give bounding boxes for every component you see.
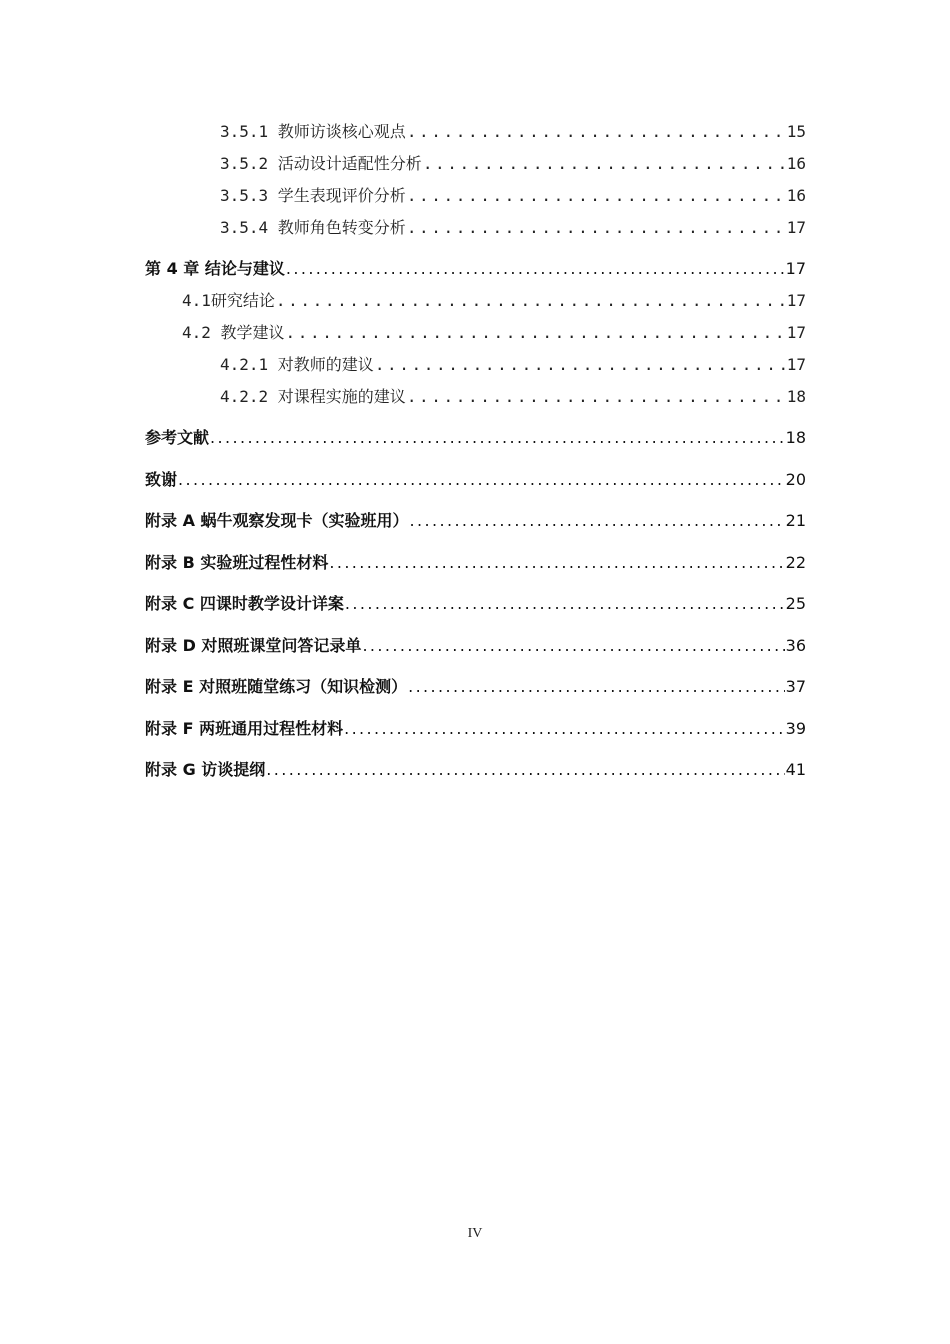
toc-entry[interactable] bbox=[145, 717, 806, 741]
toc-entry-title: 附录 A 蜗牛观察发现卡（实验班用） bbox=[145, 511, 409, 530]
toc-entry[interactable] bbox=[145, 592, 806, 616]
toc-dot-leader bbox=[375, 353, 786, 377]
toc-entry-page: 37 bbox=[785, 677, 806, 696]
toc-entry-title: 4.2.1 对教师的建议 bbox=[220, 355, 374, 374]
toc-entry-title: 第 4 章 结论与建议 bbox=[145, 259, 285, 278]
toc-entry-title: 3.5.2 活动设计适配性分析 bbox=[220, 154, 422, 173]
toc-dot-leader bbox=[362, 634, 784, 658]
toc-entry-page: 20 bbox=[785, 470, 806, 489]
toc-entry-page: 17 bbox=[786, 323, 806, 342]
toc-dot-leader bbox=[210, 426, 785, 450]
toc-entry-title: 附录 B 实验班过程性材料 bbox=[145, 553, 329, 572]
toc-entry-page: 18 bbox=[785, 428, 806, 447]
toc-entry[interactable] bbox=[182, 289, 806, 313]
toc-dot-leader bbox=[286, 257, 785, 281]
toc-dot-leader bbox=[423, 152, 786, 176]
toc-dot-leader bbox=[407, 184, 786, 208]
toc-entry[interactable] bbox=[220, 184, 806, 208]
toc-entry[interactable] bbox=[145, 551, 806, 575]
toc-entry-page: 18 bbox=[786, 387, 806, 406]
toc-entry-page: 17 bbox=[786, 218, 806, 237]
toc-dot-leader bbox=[344, 717, 785, 741]
toc-entry-page: 25 bbox=[785, 594, 806, 613]
toc-dot-leader bbox=[407, 385, 786, 409]
toc-entry[interactable] bbox=[145, 257, 806, 281]
toc-entry-title: 附录 E 对照班随堂练习（知识检测） bbox=[145, 677, 408, 696]
toc-entry-title: 附录 G 访谈提纲 bbox=[145, 760, 266, 779]
toc-entry-title: 3.5.3 学生表现评价分析 bbox=[220, 186, 406, 205]
toc-entry-page: 17 bbox=[785, 259, 806, 278]
toc-entry-page: 15 bbox=[786, 122, 806, 141]
toc-entry-title: 3.5.1 教师访谈核心观点 bbox=[220, 122, 406, 141]
toc-entry-page: 17 bbox=[786, 291, 806, 310]
toc-entry-page: 39 bbox=[785, 719, 806, 738]
toc-entry-title: 附录 C 四课时教学设计详案 bbox=[145, 594, 344, 613]
toc-entry-title: 3.5.4 教师角色转变分析 bbox=[220, 218, 406, 237]
toc-entry[interactable] bbox=[220, 152, 806, 176]
toc-entry[interactable] bbox=[220, 353, 806, 377]
toc-entry[interactable] bbox=[145, 426, 806, 450]
toc-entry-title: 4.2.2 对课程实施的建议 bbox=[220, 387, 406, 406]
toc-entry-page: 36 bbox=[785, 636, 806, 655]
toc-entry-page: 21 bbox=[785, 511, 806, 530]
toc-entry-title: 参考文献 bbox=[145, 428, 210, 447]
toc-entry-page: 17 bbox=[786, 355, 806, 374]
toc-entry[interactable] bbox=[220, 385, 806, 409]
toc-dot-leader bbox=[345, 592, 785, 616]
toc-entry[interactable] bbox=[220, 120, 806, 144]
toc-entry-title: 致谢 bbox=[145, 470, 178, 489]
toc-entry[interactable] bbox=[182, 321, 806, 345]
toc-entry[interactable] bbox=[145, 468, 806, 492]
toc-entry[interactable] bbox=[145, 509, 806, 533]
toc-dot-leader bbox=[276, 289, 786, 313]
toc-dot-leader bbox=[410, 509, 785, 533]
toc-entry-page: 41 bbox=[785, 760, 806, 779]
page-number: IV bbox=[467, 1226, 483, 1241]
toc-entry[interactable] bbox=[145, 634, 806, 658]
toc-dot-leader bbox=[407, 120, 786, 144]
toc-entry-title: 附录 F 两班通用过程性材料 bbox=[145, 719, 344, 738]
toc-dot-leader bbox=[329, 551, 784, 575]
toc-entry-title: 4.2 教学建议 bbox=[182, 323, 285, 342]
toc-dot-leader bbox=[286, 321, 786, 345]
toc-entry-page: 16 bbox=[786, 186, 806, 205]
toc-entry-title: 4.1研究结论 bbox=[182, 291, 275, 310]
toc-entry-page: 16 bbox=[786, 154, 806, 173]
toc-dot-leader bbox=[178, 468, 785, 492]
toc-entry-page: 22 bbox=[785, 553, 806, 572]
toc-dot-leader bbox=[408, 675, 785, 699]
toc-entry[interactable] bbox=[220, 216, 806, 240]
toc-dot-leader bbox=[266, 758, 784, 782]
toc-entry[interactable] bbox=[145, 758, 806, 782]
toc-dot-leader bbox=[407, 216, 786, 240]
toc-entry-title: 附录 D 对照班课堂问答记录单 bbox=[145, 636, 362, 655]
toc-entry[interactable] bbox=[145, 675, 806, 699]
